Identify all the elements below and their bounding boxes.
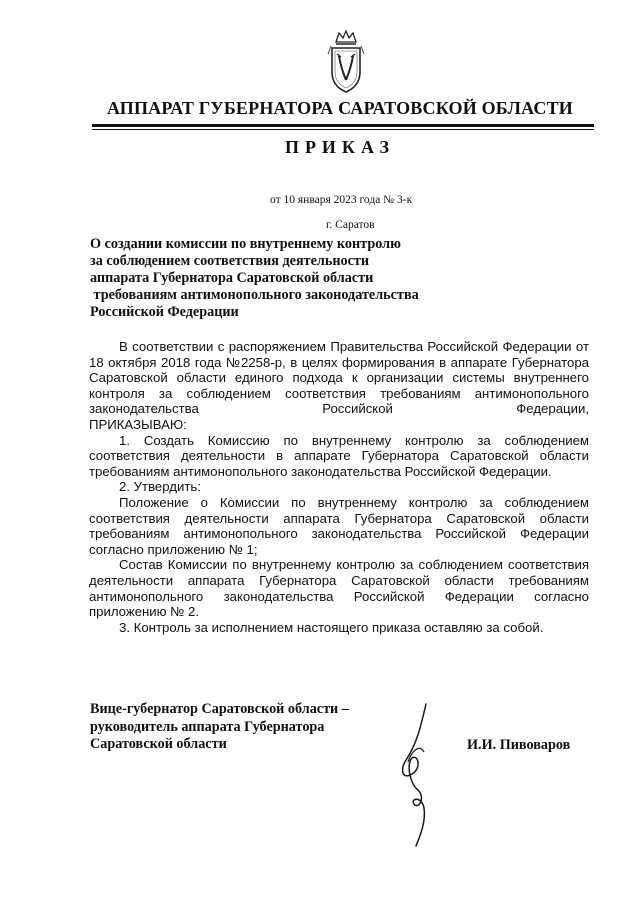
order-title-line: аппарата Губернатора Саратовской области [90, 270, 374, 286]
order-item-3: 3. Контроль за исполнением настоящего приказа оставляю за собой. [119, 619, 544, 635]
order-word: ПРИКАЗЫВАЮ: [89, 416, 187, 432]
order-date-number: от 10 января 2023 года № 3-к [270, 194, 413, 206]
handwritten-signature-icon [396, 700, 440, 850]
preamble-paragraph: В соответствии с распоряжением Правительства Российской Федерации от 18 октября 2018 года №2258-р, в целях формирования в аппарате Губернатора Саратовской области единого подхода к организации системы внутреннего контроля за соблюдением соответствия требованиям антимонопольного законодательства Российской Федерации, [89, 339, 589, 417]
order-item-2-composition: Состав Комиссии по внутреннему контролю за соблюдением соответствия деятельности аппарата Губернатора Саратовской области требованиям антимонопольного законодательства Российской Федерации согласно приложению № 2. [89, 557, 589, 620]
order-title [90, 236, 419, 321]
header-rule-thick [92, 124, 594, 127]
order-title-line: требованиям антимонопольного законодательства [90, 287, 419, 303]
signatory-name: И.И. Пивоваров [467, 737, 571, 753]
signatory-position-line: руководитель аппарата Губернатора [90, 718, 325, 735]
order-title-line: за соблюдением соответствия деятельности [90, 253, 370, 269]
organization-name: АППАРАТ ГУБЕРНАТОРА САРАТОВСКОЙ ОБЛАСТИ [107, 98, 573, 118]
signatory-position [90, 701, 349, 754]
order-item-2: 2. Утвердить: [119, 479, 201, 495]
order-title-line: О создании комиссии по внутреннему контролю [90, 236, 401, 252]
signatory-position-line: Саратовской области [90, 736, 227, 752]
order-item-1: 1. Создать Комиссию по внутреннему контролю за соблюдением соответствия деятельности в аппарате Губернатора Саратовской области требованиям антимонопольного законодательства Российской Федерации. [89, 432, 589, 479]
document-type: ПРИКАЗ [284, 137, 396, 157]
header-rule-thin [92, 129, 594, 130]
order-city: г. Саратов [326, 219, 375, 231]
signatory-position-line: Вице-губернатор Саратовской области – [90, 701, 349, 717]
order-item-2-regulation: Положение о Комиссии по внутреннему контролю за соблюдением соответствия деятельности аппарата Губернатора Саратовской области требованиям антимонопольного законодательства Российской Федерации согласно приложению № 1; [89, 494, 589, 557]
order-title-line: Российской Федерации [90, 304, 239, 320]
order-body [89, 339, 589, 635]
coat-of-arms-icon [325, 28, 367, 96]
